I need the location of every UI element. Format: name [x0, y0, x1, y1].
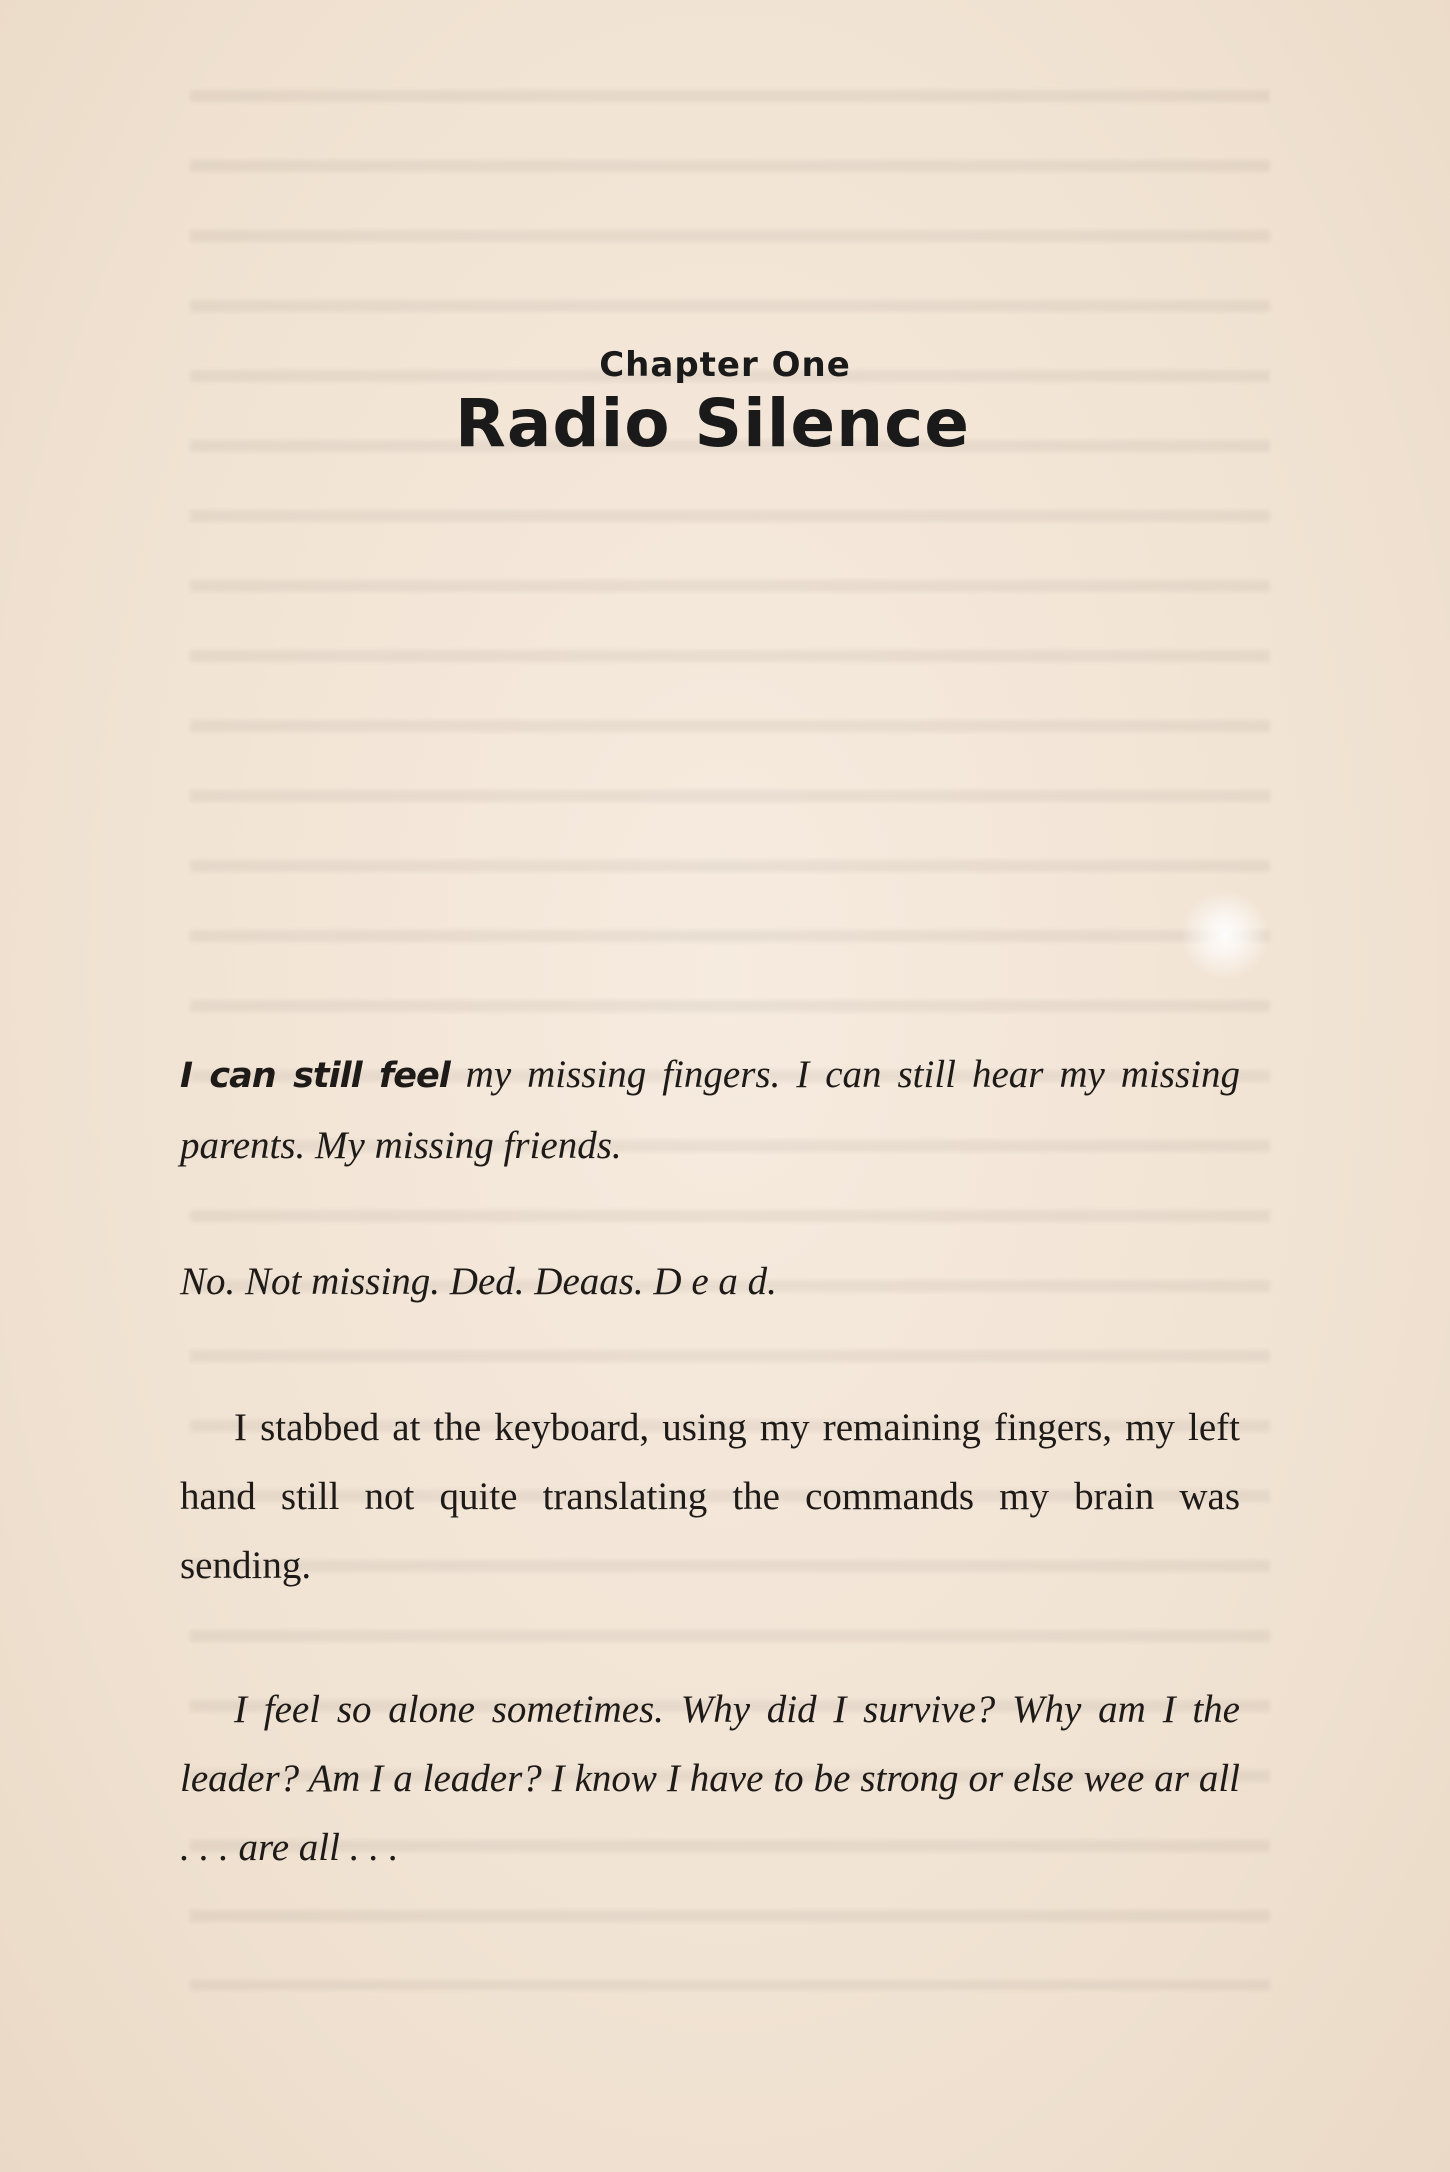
- paragraph-1-lead: I can still feel: [180, 1056, 450, 1096]
- paragraph-1: [180, 1040, 1240, 1180]
- chapter-title: Radio Silence: [455, 385, 970, 462]
- paragraph-1-rest: my missing fingers. I can still hear my missing parents. My missing friends.: [180, 1053, 1240, 1167]
- light-glare: [1180, 890, 1270, 980]
- paragraph-2: No. Not missing. Ded. Deaas. D e a d.: [180, 1260, 777, 1303]
- chapter-label: Chapter One: [599, 345, 851, 385]
- paragraph-4: I feel so alone sometimes. Why did I survive? Why am I the leader? Am I a leader? I know I have to be strong or else wee ar all . . . are all . . .: [180, 1688, 1240, 1869]
- paragraph-3: I stabbed at the keyboard, using my remaining fingers, my left hand still not quite translating the commands my brain was sending.: [180, 1406, 1240, 1587]
